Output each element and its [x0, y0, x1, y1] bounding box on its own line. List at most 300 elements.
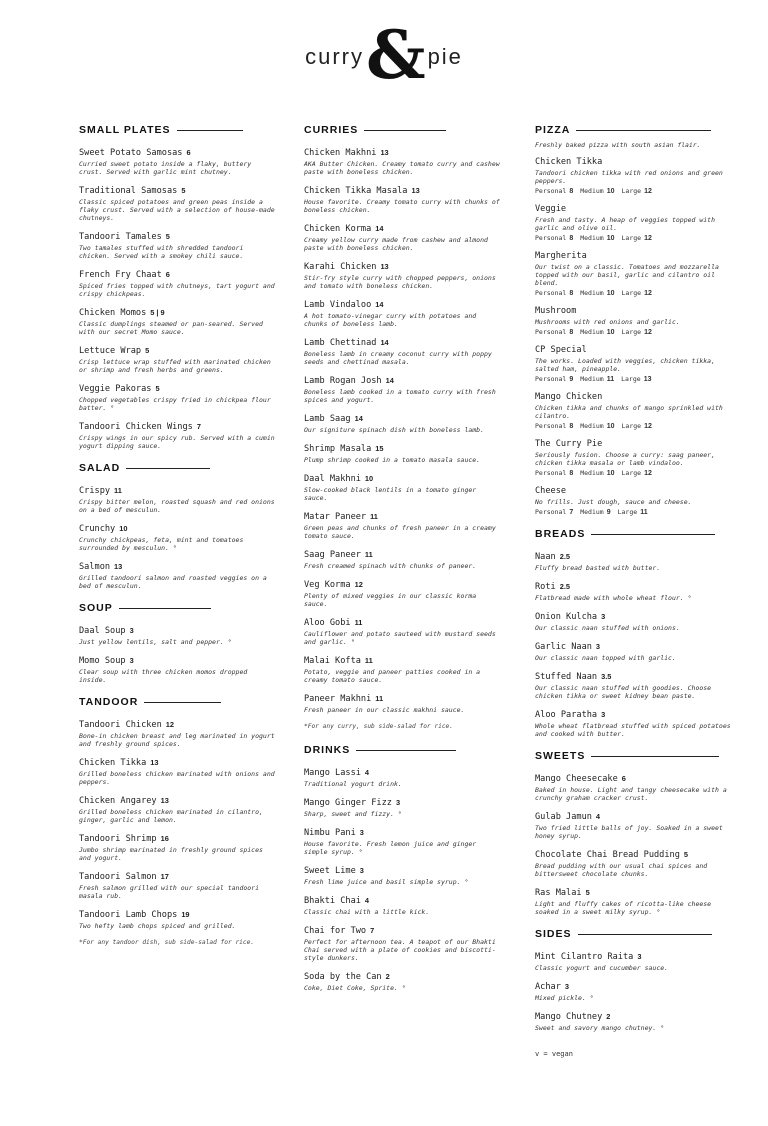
- section-rule: [364, 130, 446, 131]
- item-name-row: [535, 611, 735, 623]
- item-name-row: [79, 421, 279, 433]
- menu-item: [535, 849, 735, 878]
- item-name-row: [535, 641, 735, 653]
- section-header: [535, 124, 735, 136]
- size-label: Personal: [535, 422, 567, 430]
- item-name-row: [79, 625, 279, 637]
- item-name-row: [79, 269, 279, 281]
- section-title: DRINKS: [304, 744, 351, 756]
- size-label: Large: [617, 508, 638, 516]
- item-name: Shrimp Masala: [304, 444, 372, 454]
- item-description: Crisp lettuce wrap stuffed with marinated chicken or shrimp and fresh herbs and greens.: [79, 358, 271, 374]
- menu-item: [304, 693, 504, 714]
- item-name: Soda by the Can: [304, 972, 382, 982]
- item-price: 6: [165, 270, 170, 279]
- size-label: Large: [621, 187, 642, 195]
- item-description: Classic spiced potatoes and green peas inside a flaky crust. Served with a selection of house-made chutneys.: [79, 198, 275, 222]
- item-name-row: [535, 671, 735, 683]
- menu-section: [79, 602, 279, 684]
- item-name: Roti: [535, 582, 556, 592]
- item-name: Crunchy: [79, 524, 116, 534]
- size-price: 7: [569, 509, 574, 516]
- menu-item: [304, 579, 504, 608]
- item-name-row: [304, 693, 504, 705]
- item-description: Our classic naan stuffed with goodies. Choose chicken tikka or sweet kidney bean paste.: [535, 684, 712, 700]
- item-name: Veg Korma: [304, 580, 351, 590]
- menu-item: [304, 925, 504, 962]
- item-price: 17: [160, 872, 169, 881]
- item-name-row: [304, 443, 504, 455]
- item-name-row: [304, 579, 504, 591]
- size-price: 9: [606, 509, 611, 516]
- size-label: Medium: [580, 234, 604, 242]
- item-price: 5 | 9: [150, 308, 165, 317]
- menu-item: [535, 671, 735, 700]
- size-label: Medium: [580, 328, 604, 336]
- menu-item: [79, 795, 279, 824]
- menu-item: [304, 549, 504, 570]
- item-description: Just yellow lentils, salt and pepper. °: [79, 638, 232, 646]
- menu-item: [304, 655, 504, 684]
- pizza-size-prices: [535, 508, 735, 516]
- menu-item: [304, 767, 504, 788]
- size-price: 8: [569, 470, 574, 477]
- item-description: Curried sweet potato inside a flaky, buttery crust. Served with garlic mint chutney.: [79, 160, 252, 176]
- item-price: 3: [564, 982, 569, 991]
- item-description: Stir-fry style curry with chopped peppers, onions and tomato with boneless chicken.: [304, 274, 496, 290]
- item-name: Lamb Chettinad: [304, 338, 377, 348]
- menu-item: [79, 625, 279, 646]
- menu-item: [304, 827, 504, 856]
- item-name: Mint Cilantro Raita: [535, 952, 634, 962]
- item-description: Creamy yellow curry made from cashew and almond paste with boneless chicken.: [304, 236, 488, 252]
- item-name: Lamb Rogan Josh: [304, 376, 382, 386]
- item-name-row: [535, 204, 735, 215]
- item-name-row: [535, 981, 735, 993]
- section-title: PIZZA: [535, 124, 571, 136]
- item-description: Classic dumplings steamed or pan-seared. Served with our secret Momo sauce.: [79, 320, 263, 336]
- size-price: 12: [644, 470, 652, 477]
- item-name-row: [304, 511, 504, 523]
- item-description: Classic chai with a little kick.: [304, 908, 430, 916]
- item-description: Flatbread made with whole wheat flour. °: [535, 594, 692, 602]
- menu-item: [535, 157, 735, 195]
- item-price: 11: [354, 618, 363, 627]
- item-description: Two hefty lamb chops spiced and grilled.: [79, 922, 236, 930]
- menu-item: [535, 251, 735, 297]
- item-name-row: [535, 251, 735, 262]
- item-name: Garlic Naan: [535, 642, 592, 652]
- item-name-row: [304, 655, 504, 667]
- item-description: Grilled boneless chicken marinated in cilantro, ginger, garlic and lemon.: [79, 808, 263, 824]
- menu-item: [79, 307, 279, 336]
- item-description: Bone-in chicken breast and leg marinated in yogurt and freshly ground spices.: [79, 732, 275, 748]
- item-price: 19: [181, 910, 190, 919]
- item-name: CP Special: [535, 345, 587, 355]
- item-name-row: [304, 895, 504, 907]
- menu-item: [304, 223, 504, 252]
- item-name-row: [304, 767, 504, 779]
- size-label: Large: [621, 289, 642, 297]
- item-description: Grilled boneless chicken marinated with onions and peppers.: [79, 770, 275, 786]
- item-name-row: [304, 827, 504, 839]
- item-name-row: [79, 757, 279, 769]
- menu-item: [304, 299, 504, 328]
- item-name: Chicken Angarey: [79, 796, 157, 806]
- section-note: *For any curry, sub side-salad for rice.: [304, 723, 454, 730]
- size-price: 12: [644, 423, 652, 430]
- item-description: Coke, Diet Coke, Sprite. °: [304, 984, 406, 992]
- menu-section: [535, 750, 735, 916]
- item-price: 12: [165, 720, 175, 729]
- menu-item: [535, 1011, 735, 1032]
- size-label: Large: [621, 469, 642, 477]
- section-note: *For any tandoor dish, sub side-salad for rice.: [79, 939, 255, 946]
- item-name: Aloo Paratha: [535, 710, 598, 720]
- item-description: The works. Loaded with veggies, chicken tikka, salted ham, pineapple.: [535, 357, 716, 373]
- menu-item: [304, 147, 504, 176]
- menu-item: [535, 981, 735, 1002]
- item-name-row: [79, 833, 279, 845]
- menu-column-left: [79, 124, 279, 960]
- item-price: 3: [129, 626, 134, 635]
- item-name: Tandoori Lamb Chops: [79, 910, 178, 920]
- pizza-size-prices: [535, 187, 735, 195]
- item-name-row: [304, 971, 504, 983]
- item-name: Lamb Saag: [304, 414, 351, 424]
- size-price: 10: [606, 470, 615, 477]
- section-header: [535, 928, 735, 940]
- item-name: Tandoori Tamales: [79, 232, 162, 242]
- menu-column-right: [535, 124, 735, 1058]
- item-description: Chopped vegetables crispy fried in chickpea flour batter. °: [79, 396, 271, 412]
- item-name-row: [535, 306, 735, 317]
- item-name-row: [79, 795, 279, 807]
- item-price: 11: [370, 512, 378, 521]
- item-name: Mango Lassi: [304, 768, 361, 778]
- item-description: Mixed pickle. °: [535, 994, 594, 1002]
- item-name-row: [304, 473, 504, 485]
- item-price: 3: [601, 710, 606, 719]
- item-name-row: [304, 413, 504, 425]
- item-price: 3.5: [601, 672, 612, 681]
- menu-item: [79, 345, 279, 374]
- menu-section: [304, 744, 504, 992]
- item-price: 13: [380, 148, 389, 157]
- size-label: Medium: [580, 508, 604, 516]
- item-price: 3: [359, 828, 364, 837]
- menu-item: [304, 337, 504, 366]
- item-description: Our classic naan stuffed with onions.: [535, 624, 680, 632]
- item-name-row: [304, 865, 504, 877]
- size-label: Medium: [580, 469, 604, 477]
- item-price: 11: [114, 486, 122, 495]
- menu-item: [535, 611, 735, 632]
- menu-item: [79, 383, 279, 412]
- item-name-row: [79, 655, 279, 667]
- size-price: 10: [606, 329, 615, 336]
- item-description: Our twist on a classic. Tomatoes and mozzarella topped with our basil, garlic and cilantro oil blend.: [535, 263, 719, 287]
- section-header: [535, 750, 735, 762]
- menu-item: [304, 473, 504, 502]
- section-rule: [576, 130, 711, 131]
- item-name: Mango Chicken: [535, 392, 603, 402]
- menu-section: [535, 928, 735, 1032]
- menu-item: [79, 185, 279, 222]
- item-price: 4: [595, 812, 601, 821]
- item-price: 13: [150, 758, 159, 767]
- item-name: Daal Soup: [79, 626, 126, 636]
- item-price: 5: [181, 186, 186, 195]
- item-name: Tandoori Chicken: [79, 720, 162, 730]
- item-description: Potato, veggie and paneer patties cooked in a creamy tomato sauce.: [304, 668, 481, 684]
- size-label: Large: [621, 422, 642, 430]
- section-title: SWEETS: [535, 750, 586, 762]
- menu-column-middle: [304, 124, 504, 1004]
- item-price: 5: [155, 384, 160, 393]
- item-price: 13: [411, 186, 420, 195]
- size-price: 8: [569, 423, 574, 430]
- item-name-row: [304, 925, 504, 937]
- item-name: Tandoori Shrimp: [79, 834, 157, 844]
- size-label: Personal: [535, 508, 567, 516]
- brand-word-left: curry: [305, 44, 364, 69]
- item-description: Two tamales stuffed with shredded tandoori chicken. Served with a smokey chili sauce.: [79, 244, 244, 260]
- pizza-size-prices: [535, 328, 735, 336]
- item-description: Jumbo shrimp marinated in freshly ground spices and yogurt.: [79, 846, 263, 862]
- item-name-row: [535, 581, 735, 593]
- item-name: Chicken Korma: [304, 224, 372, 234]
- menu-item: [79, 909, 279, 930]
- size-price: 10: [606, 290, 615, 297]
- item-name: Saag Paneer: [304, 550, 361, 560]
- item-price: 3: [359, 866, 364, 875]
- item-price: 13: [160, 796, 169, 805]
- item-description: Tandoori chicken tikka with red onions and green peppers.: [535, 169, 723, 185]
- item-name: Aloo Gobi: [304, 618, 351, 628]
- item-name-row: [304, 147, 504, 159]
- item-name: Karahi Chicken: [304, 262, 377, 272]
- item-description: Bread pudding with our usual chai spices and bittersweet chocolate chunks.: [535, 862, 708, 878]
- item-price: 7: [370, 926, 375, 935]
- size-label: Medium: [580, 289, 604, 297]
- item-description: Spiced fries topped with chutneys, tart yogurt and crispy chickpeas.: [79, 282, 275, 298]
- section-title: SOUP: [79, 602, 113, 614]
- item-name: Cheese: [535, 486, 567, 496]
- item-name: Mango Cheesecake: [535, 774, 618, 784]
- item-name: Chai for Two: [304, 926, 367, 936]
- item-name-row: [535, 486, 735, 497]
- item-name: Paneer Makhni: [304, 694, 372, 704]
- menu-item: [304, 443, 504, 464]
- size-price: 8: [569, 290, 574, 297]
- item-name-row: [79, 523, 279, 535]
- menu-item: [79, 833, 279, 862]
- item-name-row: [535, 439, 735, 450]
- menu-item: [79, 719, 279, 748]
- menu-item: [79, 757, 279, 786]
- menu-item: [79, 269, 279, 298]
- item-description: Baked in house. Light and tangy cheesecake with a crunchy graham cracker crust.: [535, 786, 727, 802]
- brand-logo: [0, 16, 768, 94]
- item-price: 3: [129, 656, 134, 665]
- size-price: 11: [606, 376, 615, 383]
- item-description: Boneless lamb cooked in a tomato curry with fresh spices and yogurt.: [304, 388, 496, 404]
- section-header: [79, 696, 279, 708]
- item-name: Daal Makhni: [304, 474, 361, 484]
- size-label: Large: [621, 234, 642, 242]
- item-price: 4: [364, 896, 370, 905]
- size-price: 9: [569, 376, 574, 383]
- menu-item: [535, 345, 735, 383]
- item-price: 14: [375, 300, 384, 309]
- section-header: [304, 744, 504, 756]
- item-name: Chocolate Chai Bread Pudding: [535, 850, 680, 860]
- item-description: Classic yogurt and cucumber sauce.: [535, 964, 669, 972]
- item-description: AKA Butter Chicken. Creamy tomato curry and cashew paste with boneless chicken.: [304, 160, 500, 176]
- item-description: Crispy wings in our spicy rub. Served with a cumin yogurt dipping sauce.: [79, 434, 275, 450]
- item-price: 7: [196, 422, 201, 431]
- item-name-row: [79, 185, 279, 197]
- menu-item: [304, 895, 504, 916]
- menu-item: [79, 871, 279, 900]
- section-description: Freshly baked pizza with south asian flair.: [535, 141, 701, 149]
- item-name-row: [535, 1011, 735, 1023]
- menu-item: [535, 204, 735, 242]
- menu-item: [304, 865, 504, 886]
- item-description: House favorite. Fresh lemon juice and ginger simple syrup. °: [304, 840, 477, 856]
- menu-item: [535, 439, 735, 477]
- menu-item: [304, 261, 504, 290]
- item-description: Cauliflower and potato sauteed with mustard seeds and garlic. °: [304, 630, 496, 646]
- section-header: [79, 602, 279, 614]
- item-name-row: [535, 887, 735, 899]
- item-name: Lettuce Wrap: [79, 346, 142, 356]
- item-name: Sweet Potato Samosas: [79, 148, 183, 158]
- menu-item: [79, 421, 279, 450]
- item-name-row: [304, 299, 504, 311]
- item-description: Boneless lamb in creamy coconut curry with poppy seeds and chettinad masala.: [304, 350, 492, 366]
- size-price: 12: [644, 188, 652, 195]
- item-description: Two fried little balls of joy. Soaked in a sweet honey syrup.: [535, 824, 723, 840]
- menu-item: [535, 581, 735, 602]
- item-description: Fresh salmon grilled with our special tandoori masala rub.: [79, 884, 260, 900]
- menu-item: [535, 486, 735, 516]
- item-price: 11: [375, 694, 384, 703]
- menu-item: [535, 773, 735, 802]
- item-name: Gulab Jamun: [535, 812, 592, 822]
- menu-section: [535, 528, 735, 738]
- item-price: 16: [160, 834, 169, 843]
- item-description: Seriously fusion. Choose a curry: saag paneer, chicken tikka masala or lamb vindaloo.: [535, 451, 716, 467]
- size-price: 10: [606, 235, 615, 242]
- item-name-row: [535, 849, 735, 861]
- item-name-row: [535, 157, 735, 168]
- item-description: No frills. Just dough, sauce and cheese.: [535, 498, 692, 506]
- size-label: Large: [621, 328, 642, 336]
- section-rule: [591, 534, 715, 535]
- item-name: Margherita: [535, 251, 587, 261]
- item-price: 2: [606, 1012, 611, 1021]
- item-price: 11: [364, 656, 373, 665]
- item-price: 6: [621, 774, 626, 783]
- section-header: [79, 462, 279, 474]
- menu-section: [79, 696, 279, 946]
- menu-item: [79, 655, 279, 684]
- size-price: 12: [644, 290, 652, 297]
- menu-item: [535, 887, 735, 916]
- item-name-row: [535, 709, 735, 721]
- item-price: 2: [385, 972, 390, 981]
- item-description: Crispy bitter melon, roasted squash and red onions on a bed of mesculun.: [79, 498, 275, 514]
- item-description: Fresh paneer in our classic makhni sauce.: [304, 706, 465, 714]
- item-name-row: [79, 307, 279, 319]
- item-name: Naan: [535, 552, 556, 562]
- item-name-row: [535, 392, 735, 403]
- item-name-row: [79, 147, 279, 159]
- item-description: Sharp, sweet and fizzy. °: [304, 810, 402, 818]
- item-name-row: [79, 561, 279, 573]
- item-name-row: [304, 797, 504, 809]
- item-price: 12: [354, 580, 363, 589]
- section-rule: [578, 934, 712, 935]
- section-rule: [356, 750, 456, 751]
- menu-item: [304, 511, 504, 540]
- item-name-row: [304, 261, 504, 273]
- menu-item: [535, 551, 735, 572]
- item-name: Nimbu Pani: [304, 828, 356, 838]
- item-name-row: [79, 871, 279, 883]
- pizza-size-prices: [535, 375, 735, 383]
- section-title: BREADS: [535, 528, 586, 540]
- item-description: Fluffy bread basted with butter.: [535, 564, 661, 572]
- section-title: CURRIES: [304, 124, 359, 136]
- item-name-row: [79, 345, 279, 357]
- item-name: Mushroom: [535, 306, 577, 316]
- item-name: Momo Soup: [79, 656, 126, 666]
- menu-item: [304, 185, 504, 214]
- item-price: 15: [375, 444, 384, 453]
- size-price: 12: [644, 235, 652, 242]
- section-title: SMALL PLATES: [79, 124, 171, 136]
- pizza-size-prices: [535, 289, 735, 297]
- menu-item: [79, 561, 279, 590]
- item-price: 3: [637, 952, 642, 961]
- menu-section: [304, 124, 504, 730]
- section-title: SIDES: [535, 928, 572, 940]
- size-label: Medium: [580, 375, 604, 383]
- size-label: Personal: [535, 328, 567, 336]
- item-price: 4: [364, 768, 370, 777]
- item-description: Plenty of mixed veggies in our classic korma sauce.: [304, 592, 477, 608]
- item-name: Traditional Samosas: [79, 186, 178, 196]
- menu-section: [79, 462, 279, 590]
- section-rule: [126, 468, 210, 469]
- menu-item: [535, 951, 735, 972]
- menu-item: [79, 485, 279, 514]
- item-description: Whole wheat flatbread stuffed with spiced potatoes and cooked with butter.: [535, 722, 731, 738]
- menu-section: [79, 124, 279, 450]
- item-price: 2.5: [559, 552, 570, 561]
- menu-item: [535, 392, 735, 430]
- pizza-size-prices: [535, 234, 735, 242]
- item-price: 14: [354, 414, 363, 423]
- menu-item: [535, 641, 735, 662]
- section-title: SALAD: [79, 462, 121, 474]
- item-price: 3: [595, 642, 601, 651]
- section-rule: [119, 608, 211, 609]
- item-description: Plump shrimp cooked in a tomato masala sauce.: [304, 456, 481, 464]
